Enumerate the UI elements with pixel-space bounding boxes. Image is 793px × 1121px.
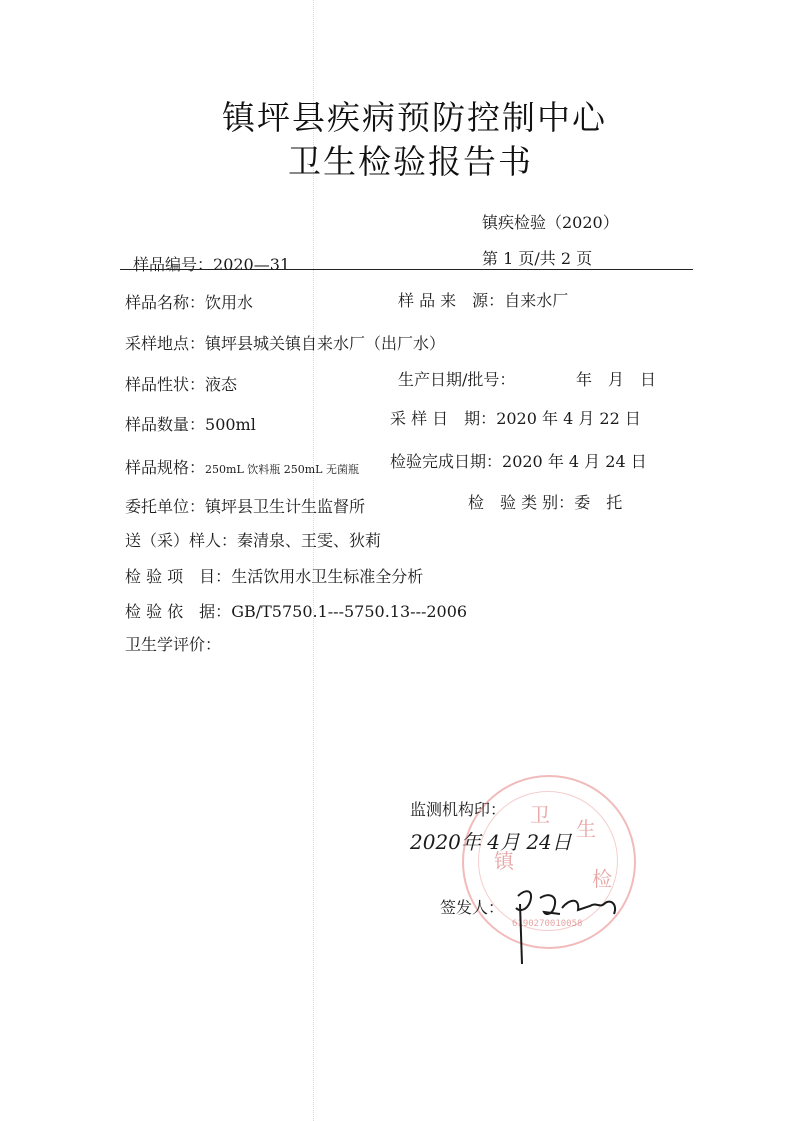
field-sample-name [125,290,253,313]
field-value: 饮用水 [205,293,254,312]
field-label: 样品名称： [125,293,206,312]
header-rule [120,269,693,270]
field-value: 2020 年 4 月 22 日 [496,409,641,428]
field-value: 500ml [205,415,256,434]
field-sample-state [125,372,237,395]
sample-no [133,252,290,275]
org-title: 镇坪县疾病预防控制中心 [222,98,607,137]
sample-no-value: 2020—31 [213,255,291,274]
field-sampling-site [125,331,445,354]
sample-no-label: 样品编号： [133,255,214,274]
field-evaluation [125,632,221,655]
field-label: 检验完成日期： [390,452,503,471]
signature-icon [500,868,630,968]
field-sampling-date [390,406,641,429]
field-value: 镇坪县卫生计生监督所 [205,497,366,516]
seal-label: 监测机构印： [410,800,507,819]
field-test-basis [125,599,467,622]
field-client [125,494,365,517]
field-label: 委托单位： [125,497,206,516]
field-sender [125,528,381,551]
field-value: 自来水厂 [504,291,569,310]
field-production-date [398,367,515,390]
field-label: 检 验 项 目： [125,567,232,586]
field-label: 样品性状： [125,375,206,394]
field-value: 生活饮用水卫生标准全分析 [231,567,424,586]
field-sample-spec [125,455,359,478]
field-value: 秦清泉、王雯、狄莉 [237,531,382,550]
field-value: 250mL 饮料瓶 250mL 无菌瓶 [205,463,359,476]
report-code: 镇疾检验（2020） [482,213,619,232]
doc-title: 卫生检验报告书 [288,142,533,181]
field-value: 液态 [205,375,238,394]
field-label: 样品数量： [125,415,206,434]
field-value: 2020 年 4 月 24 日 [502,452,647,471]
stamp-glyph: 卫 [530,803,550,827]
stamp-number: 6190270010058 [512,919,583,929]
stamp-glyph: 生 [576,817,596,841]
field-test-type [468,490,622,513]
field-label: 样 品 来 源： [398,291,505,310]
field-label: 生产日期/批号： [398,370,516,389]
field-value: GB/T5750.1---5750.13---2006 [231,602,468,621]
stamp-glyph: 检 [592,867,612,891]
field-label: 采 样 日 期： [390,409,497,428]
signer-label: 签发人： [440,898,505,917]
field-sample-source [398,288,568,311]
field-label: 检 验 类 别： [468,493,575,512]
field-test-items [125,564,423,587]
sign-date: 2020年 4月 24日 [410,830,572,854]
field-completion-date [390,449,647,472]
stamp-glyph: 镇 [494,849,514,873]
field-label: 卫生学评价： [125,635,222,654]
field-value: 镇坪县城关镇自来水厂（出厂水） [205,334,446,353]
field-production-date-value: 年 月 日 [576,370,657,389]
field-label: 样品规格： [125,458,206,477]
field-sample-quantity [125,412,256,435]
field-label: 采样地点： [125,334,206,353]
field-label: 送（采）样人： [125,531,238,550]
field-label: 检 验 依 据： [125,602,232,621]
field-value: 委 托 [574,493,623,512]
page-indicator: 第 1 页/共 2 页 [482,249,593,268]
